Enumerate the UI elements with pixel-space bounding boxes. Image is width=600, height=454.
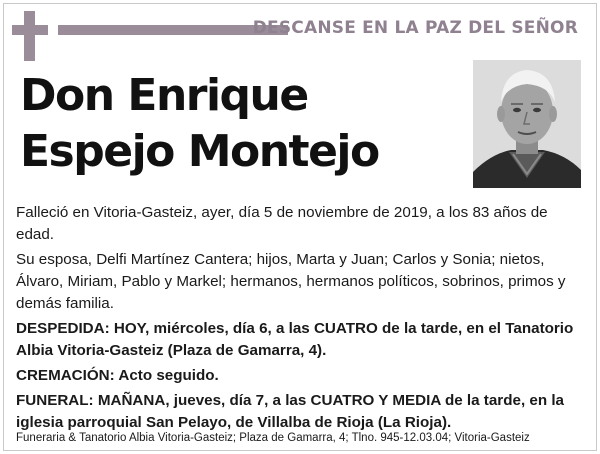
header-motto: DESCANSE EN LA PAZ DEL SEÑOR: [252, 18, 578, 38]
funeral-paragraph: FUNERAL: MAÑANA, jueves, día 7, a las CUATRO Y MEDIA de la tarde, en la iglesia parroquial San Pelayo, de Villalba de Rioja (La Rioja).: [16, 392, 564, 431]
cremation-paragraph: CREMACIÓN: Acto seguido.: [16, 367, 219, 384]
death-paragraph: Falleció en Vitoria-Gasteiz, ayer, día 5 de noviembre de 2019, a los 83 años de edad.: [16, 204, 548, 243]
family-paragraph: Su esposa, Delfi Martínez Cantera; hijos, Marta y Juan; Carlos y Sonia; nietos, Álvaro, Miriam, Pablo y Markel; hermanos, hermanos políticos, sobrinos, primos y demás familia.: [16, 251, 566, 312]
cross-icon: [12, 11, 48, 61]
funeral-home-footer: Funeraria & Tanatorio Albia Vitoria-Gasteiz; Plaza de Gamarra, 4; Tlno. 945-12.03.04; Vitoria-Gasteiz: [16, 432, 530, 444]
deceased-name: [20, 68, 460, 180]
farewell-paragraph: DESPEDIDA: HOY, miércoles, día 6, a las CUATRO de la tarde, en el Tanatorio Albia Vitoria-Gasteiz (Plaza de Gamarra, 4).: [16, 320, 574, 359]
obituary-body: [16, 202, 582, 437]
name-line-1: Don Enrique: [20, 70, 308, 121]
portrait-photo: [473, 60, 581, 188]
name-line-2: Espejo Montejo: [20, 126, 379, 177]
